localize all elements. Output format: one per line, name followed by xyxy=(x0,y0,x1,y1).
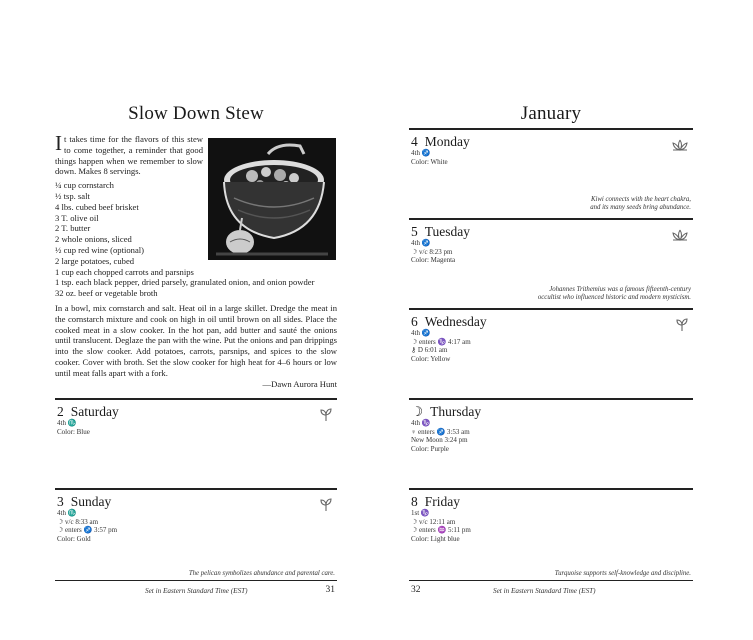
day-detail: ⚷ D 6:01 am xyxy=(411,346,448,355)
day-number: 4 xyxy=(411,134,418,149)
recipe-method: In a bowl, mix cornstarch and salt. Heat oil in a large skillet. Dredge the meat in the cornstarch mixture and cook on high in oil until brown on all sides. Place the cooked meat in a slow cooker. In the hot pan, add butter and sauté the onions until translucent. Deglaze the pan with the wine. Put the onions and pan drippings into the slow cooker. Add potatoes, carrots, parsnips, and spices to the slow cooker. Cover with broth. Set the slow cooker for high heat for 4–6 hours or low until meat falls apart with a fork. xyxy=(55,302,337,378)
day-name: Tuesday xyxy=(424,224,471,239)
day-detail: 4th ♐ xyxy=(411,149,431,157)
quote-line: and its many seeds bring abundance. xyxy=(590,204,691,212)
day-name: Monday xyxy=(424,134,470,149)
footer-quote: Turquoise supports self-knowledge and discipline. xyxy=(554,570,691,577)
lotus-icon xyxy=(671,228,689,242)
ingredient-item: 3 T. olive oil xyxy=(55,212,99,223)
right-page xyxy=(409,0,693,640)
stew-pot-illustration xyxy=(208,138,336,260)
timezone-note: Set in Eastern Standard Time (EST) xyxy=(145,587,248,595)
left-page xyxy=(55,0,337,640)
day-name: Wednesday xyxy=(424,314,487,329)
day-color: Color: Light blue xyxy=(411,534,460,543)
day-divider xyxy=(409,308,693,310)
sprout-icon xyxy=(319,407,333,422)
quote-line: occultist who influenced historic and modern mysticism. xyxy=(537,294,691,302)
day-entry-friday xyxy=(411,494,695,543)
day-number: 5 xyxy=(411,224,418,239)
day-detail: ☽ v/c 8:33 am xyxy=(57,517,99,526)
day-color: Color: Magenta xyxy=(411,256,456,265)
recipe-author: —Dawn Aurora Hunt xyxy=(262,378,337,389)
day-entry-monday xyxy=(411,134,695,166)
day-entry-tuesday xyxy=(411,224,695,265)
day-divider xyxy=(409,488,693,490)
day-detail: 4th ♑ xyxy=(411,419,431,427)
day-detail: 4th ♐ xyxy=(411,239,431,247)
day-detail: ♀ enters ♐ 3:53 am xyxy=(411,427,470,436)
day-entry-wednesday xyxy=(411,314,695,363)
day-name: Saturday xyxy=(70,404,119,419)
day-divider xyxy=(409,128,693,130)
quote-line: Johannes Trithemius was a famous fifteenth-century xyxy=(549,286,691,293)
day-detail: 4th ♐ xyxy=(411,329,431,337)
day-heading xyxy=(411,494,695,509)
ingredient-item: 2 large potatoes, cubed xyxy=(55,255,135,266)
day-detail: ☽ v/c 8:23 pm xyxy=(411,247,453,256)
sprout-icon xyxy=(675,317,689,332)
recipe-title: Slow Down Stew xyxy=(128,103,264,124)
day-name: Friday xyxy=(424,494,460,509)
ingredient-item: 1 cup each chopped carrots and parsnips xyxy=(55,266,194,277)
day-color: Color: Yellow xyxy=(411,354,451,363)
day-entry-sunday xyxy=(57,494,339,543)
footer-rule xyxy=(55,580,337,581)
day-color: Color: Blue xyxy=(57,427,90,436)
drop-cap: I xyxy=(55,131,62,155)
month-title: January xyxy=(520,103,582,124)
day-divider xyxy=(55,398,337,400)
moon-phase-symbol: ☽ xyxy=(411,404,424,419)
recipe-intro xyxy=(55,131,203,177)
day-divider xyxy=(409,398,693,400)
day-number: 2 xyxy=(57,404,64,419)
day-divider xyxy=(409,218,693,220)
day-color: Color: White xyxy=(411,157,448,166)
day-detail: ☽ enters ♑ 4:17 am xyxy=(411,337,471,346)
day-heading xyxy=(57,404,339,419)
footer-rule xyxy=(409,580,693,581)
ingredient-item: ¼ cup cornstarch xyxy=(55,180,114,191)
day-detail: ☽ enters ♒ 5:11 pm xyxy=(411,526,471,535)
day-detail: New Moon 3:24 pm xyxy=(411,436,468,445)
page-number: 32 xyxy=(411,585,421,595)
footer-quote: The pelican symbolizes abundance and parental care. xyxy=(188,570,335,577)
day-heading xyxy=(411,314,695,329)
ingredient-item: ½ tsp. salt xyxy=(55,190,90,201)
day-heading xyxy=(411,404,695,419)
ingredient-item: 4 lbs. cubed beef brisket xyxy=(55,201,139,212)
day-entry-saturday xyxy=(57,404,339,436)
day-detail: ☽ v/c 12:11 am xyxy=(411,517,456,526)
day-heading xyxy=(57,494,339,509)
timezone-note: Set in Eastern Standard Time (EST) xyxy=(493,587,596,595)
day-entry-thursday xyxy=(411,404,695,453)
day-name: Thursday xyxy=(430,404,482,419)
day-number: 3 xyxy=(57,494,64,509)
page-number: 31 xyxy=(325,585,335,595)
day-heading xyxy=(411,134,695,149)
day-divider xyxy=(55,488,337,490)
day-heading xyxy=(411,224,695,239)
day-color: Color: Gold xyxy=(57,534,91,543)
quote-line: Kiwi connects with the heart chakra, xyxy=(590,196,691,203)
lotus-icon xyxy=(671,138,689,152)
day-quote xyxy=(538,286,691,303)
day-number: 8 xyxy=(411,494,418,509)
sprout-icon xyxy=(319,497,333,512)
ingredient-item: ½ cup red wine (optional) xyxy=(55,244,145,255)
day-detail: 4th ♏ xyxy=(57,509,77,517)
day-number: 6 xyxy=(411,314,418,329)
day-name: Sunday xyxy=(70,494,112,509)
day-detail: ☽ enters ♐ 3:57 pm xyxy=(57,526,118,535)
ingredient-item: 2 T. butter xyxy=(55,223,91,234)
day-detail: 1st ♑ xyxy=(411,509,430,517)
day-color: Color: Purple xyxy=(411,444,449,453)
ingredient-item: 2 whole onions, sliced xyxy=(55,234,132,245)
day-detail: 4th ♏ xyxy=(57,419,77,427)
ingredient-item: 32 oz. beef or vegetable broth xyxy=(55,288,158,299)
ingredient-item: 1 tsp. each black pepper, dried parsely, granulated onion, and onion powder xyxy=(55,277,315,288)
day-quote xyxy=(590,196,691,213)
recipe-intro-text: t takes time for the flavors of this stew to come together, a reminder that good things happen when we remember to slow down. Makes 8 servings. xyxy=(55,134,203,177)
